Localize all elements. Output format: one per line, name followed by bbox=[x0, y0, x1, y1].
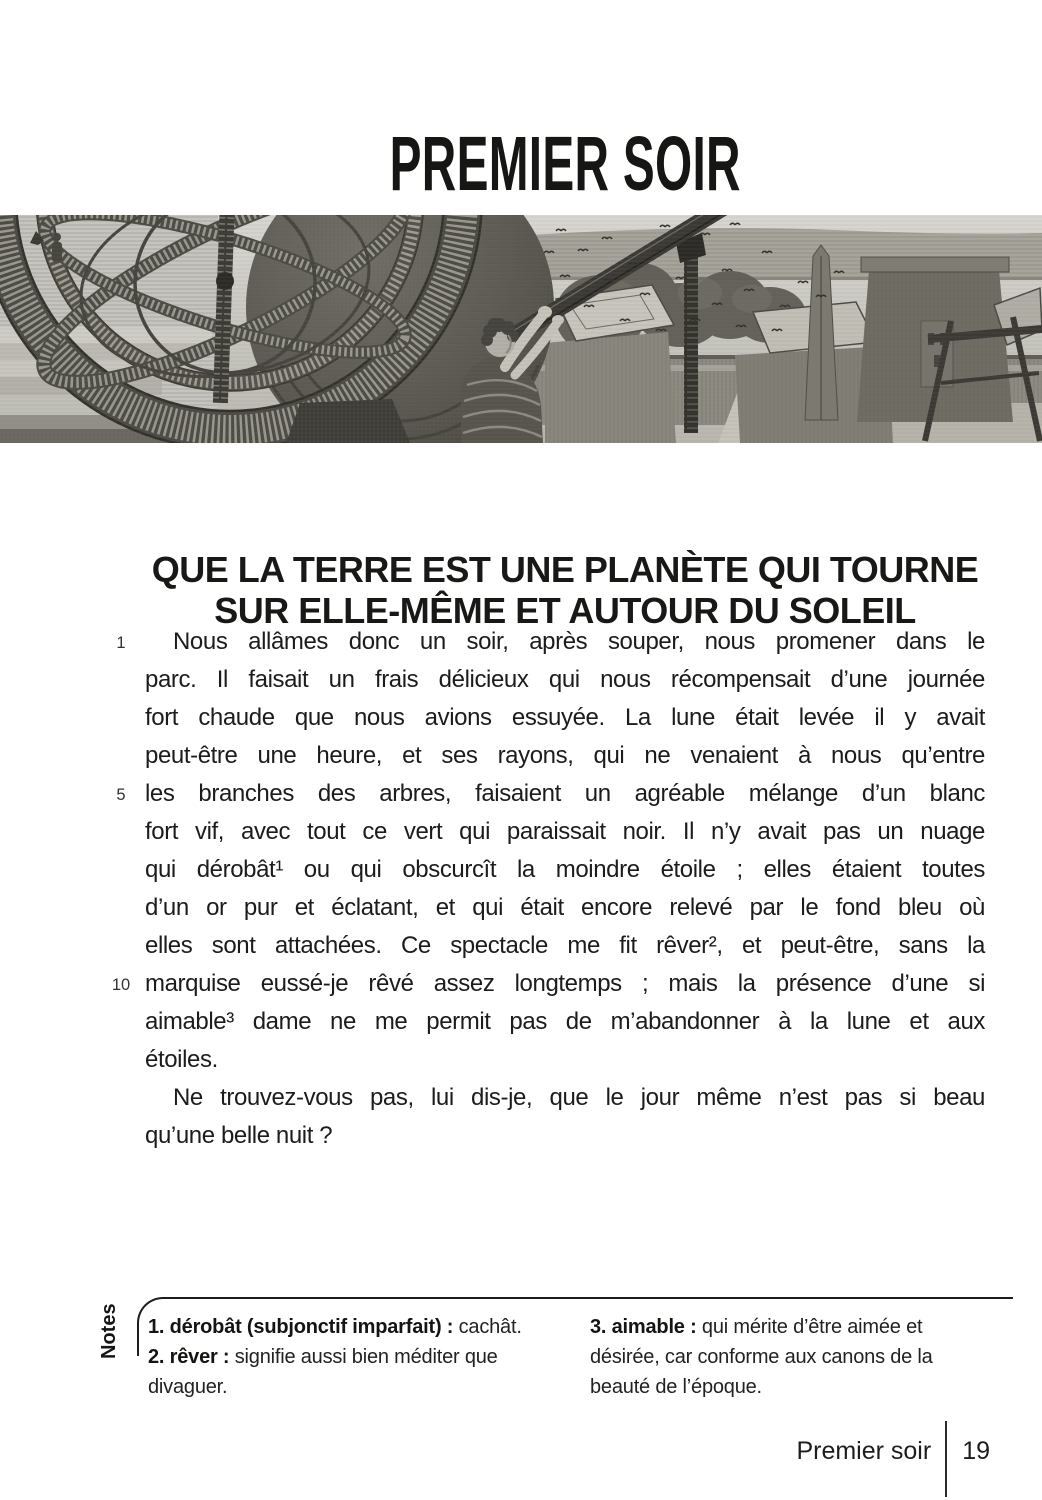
line-number bbox=[97, 1079, 145, 1117]
text-line: peut-être une heure, et ses rayons, qui ne venaient à nous qu’entre bbox=[97, 737, 985, 775]
line-number: 10 bbox=[111, 976, 131, 994]
line-number: 1 bbox=[116, 634, 126, 652]
note-term: 1. dérobât (subjonctif imparfait) : bbox=[148, 1316, 454, 1338]
line-number bbox=[97, 1041, 145, 1079]
text-line: 1 Nous allâmes donc un soir, après souper, nous promener dans le bbox=[97, 623, 985, 661]
text-line: 5 les branches des arbres, faisaient un agréable mélange d’un blanc bbox=[97, 775, 985, 813]
note-term: 2. rêver : bbox=[148, 1346, 230, 1368]
text-line: parc. Il faisait un frais délicieux qui nous récompensait d’une journée bbox=[97, 661, 985, 699]
page-title bbox=[145, 118, 985, 210]
text-line: 10 marquise eussé-je rêvé assez longtemps ; mais la présence d’une si bbox=[97, 965, 985, 1003]
notes-column-left bbox=[148, 1312, 572, 1402]
engraving-illustration-icon bbox=[0, 215, 1042, 443]
note-definition: qui mérite d’être aimée et désirée, car conforme aux canons de la beauté de l’époque. bbox=[590, 1316, 933, 1398]
note-definition: cachât. bbox=[458, 1316, 522, 1338]
illustration-engraving bbox=[0, 215, 1042, 443]
text-line: fort vif, avec tout ce vert qui paraissait noir. Il n’y avait pas un nuage bbox=[97, 813, 985, 851]
note-term: 3. aimable : bbox=[590, 1316, 697, 1338]
notes-column-right bbox=[590, 1312, 990, 1402]
line-number bbox=[97, 737, 145, 775]
line-number bbox=[97, 889, 145, 927]
line-number bbox=[97, 1117, 145, 1155]
line-number bbox=[97, 661, 145, 699]
chapter-heading-line2: SUR ELLE-MÊME ET AUTOUR DU SOLEIL bbox=[214, 589, 916, 631]
notes-label: Notes bbox=[98, 1303, 120, 1359]
text-line: étoiles. bbox=[97, 1041, 985, 1079]
line-number bbox=[97, 699, 145, 737]
note-item bbox=[148, 1312, 572, 1342]
text-line: fort chaude que nous avions essuyée. La lune était levée il y avait bbox=[97, 699, 985, 737]
text-line: qu’une belle nuit ? bbox=[97, 1117, 985, 1155]
chapter-heading-line1: QUE LA TERRE EST UNE PLANÈTE QUI TOURNE bbox=[151, 548, 979, 590]
footer-divider bbox=[945, 1421, 947, 1497]
note-definition: signifie aussi bien méditer que divaguer. bbox=[148, 1346, 498, 1398]
line-number bbox=[97, 813, 145, 851]
running-title: Premier soir bbox=[796, 1437, 932, 1465]
line-number bbox=[97, 927, 145, 965]
page-number: 19 bbox=[962, 1437, 990, 1465]
text-line: elles sont attachées. Ce spectacle me fit rêver², et peut-être, sans la bbox=[97, 927, 985, 965]
text-line: d’un or pur et éclatant, et qui était encore relevé par le fond bleu où bbox=[97, 889, 985, 927]
body-text bbox=[97, 623, 985, 1155]
notes-section bbox=[148, 1312, 992, 1402]
note-item bbox=[148, 1342, 572, 1402]
chapter-heading bbox=[145, 549, 985, 631]
line-number: 5 bbox=[116, 786, 126, 804]
line-number bbox=[97, 851, 145, 889]
text-line: aimable³ dame ne me permit pas de m’abandonner à la lune et aux bbox=[97, 1003, 985, 1041]
text-line: qui dérobât¹ ou qui obscurcît la moindre étoile ; elles étaient toutes bbox=[97, 851, 985, 889]
text-line: Ne trouvez-vous pas, lui dis-je, que le jour même n’est pas si beau bbox=[97, 1079, 985, 1117]
line-number bbox=[97, 1003, 145, 1041]
page-footer bbox=[796, 1421, 990, 1497]
page-title-text: PREMIER SOIR bbox=[389, 120, 741, 207]
note-item bbox=[590, 1312, 990, 1402]
